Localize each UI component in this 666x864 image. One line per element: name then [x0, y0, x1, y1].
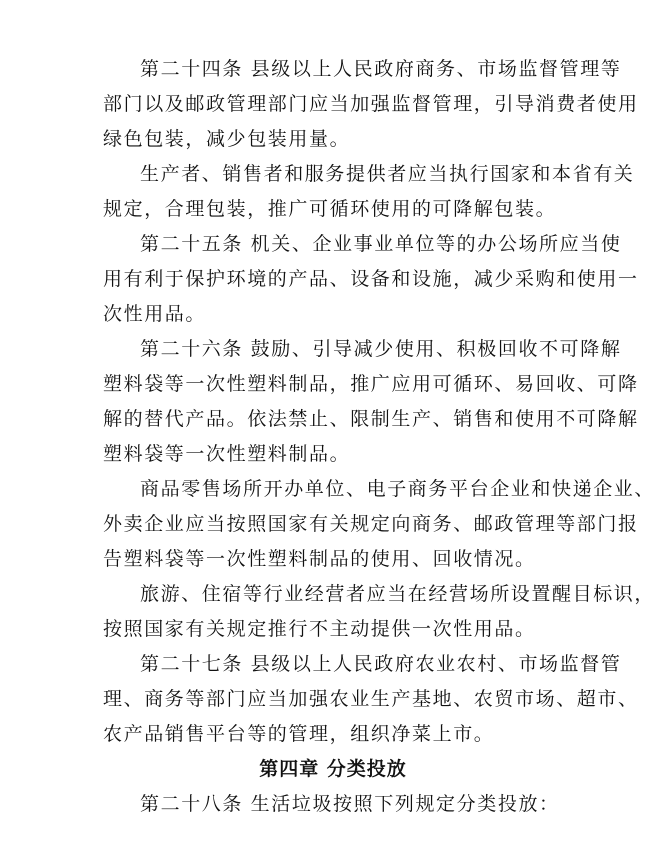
article-24-para2-line-2: 规定，合理包装，推广可循环使用的可降解包装。 [103, 198, 557, 220]
article-26-line-1: 第二十六条 鼓励、引导减少使用、积极回收不可降解 [140, 338, 622, 360]
article-27-line-1: 第二十七条 县级以上人民政府农业农村、市场监督管 [140, 653, 622, 675]
article-25-line-1: 第二十五条 机关、企业事业单位等的办公场所应当使 [140, 233, 622, 255]
article-26-line-4: 塑料袋等一次性塑料制品。 [103, 443, 351, 465]
article-25-line-3: 次性用品。 [103, 303, 207, 325]
article-27-line-2: 理、商务等部门应当加强农业生产基地、农贸市场、超市、 [103, 688, 639, 710]
article-26-para3-line-2: 按照国家有关规定推行不主动提供一次性用品。 [103, 618, 536, 640]
article-25-line-2: 用有利于保护环境的产品、设备和设施，减少采购和使用一 [103, 268, 639, 290]
article-24-line-1: 第二十四条 县级以上人民政府商务、市场监督管理等 [140, 58, 622, 80]
article-26-para3-line-1: 旅游、住宿等行业经营者应当在经营场所设置醒目标识， [140, 583, 656, 605]
chapter-heading: 第四章 分类投放 [259, 758, 407, 780]
article-26-line-2: 塑料袋等一次性塑料制品，推广应用可循环、易回收、可降 [103, 373, 639, 395]
article-24-line-3: 绿色包装，减少包装用量。 [103, 128, 351, 150]
article-24-para2-line-1: 生产者、销售者和服务提供者应当执行国家和本省有关 [140, 163, 635, 185]
article-24-line-2: 部门以及邮政管理部门应当加强监督管理，引导消费者使用 [103, 93, 639, 115]
article-27-line-3: 农产品销售平台等的管理，组织净菜上市。 [103, 723, 495, 745]
article-26-line-3: 解的替代产品。依法禁止、限制生产、销售和使用不可降解 [103, 408, 639, 430]
article-26-para2-line-3: 告塑料袋等一次性塑料制品的使用、回收情况。 [103, 548, 536, 570]
article-28-line-1: 第二十八条 生活垃圾按照下列规定分类投放： [140, 793, 560, 815]
article-26-para2-line-1: 商品零售场所开办单位、电子商务平台企业和快递企业、 [140, 478, 656, 500]
article-26-para2-line-2: 外卖企业应当按照国家有关规定向商务、邮政管理等部门报 [103, 513, 639, 535]
